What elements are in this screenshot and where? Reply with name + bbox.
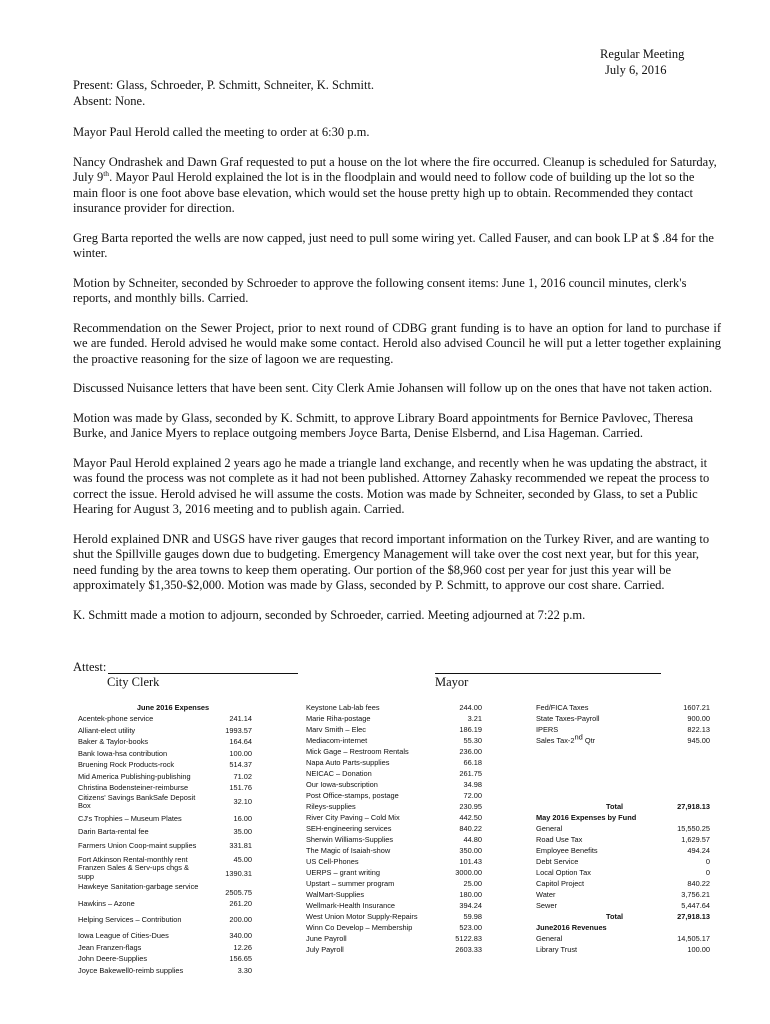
expense-amount: 514.37 (229, 760, 252, 769)
expense-amount: 156.65 (229, 954, 252, 963)
expense-name: River City Paving – Cold Mix (306, 813, 400, 822)
expense-name: WalMart-Supplies (306, 890, 365, 899)
paragraph-nuisance-letters: Discussed Nuisance letters that have been sent. City Clerk Amie Johansen will follow up on the ones that have not taken action. (73, 381, 713, 395)
paragraph-house-request (73, 155, 721, 217)
expense-amount: 25.00 (463, 879, 482, 888)
fund-total-row (536, 911, 710, 922)
mayor-signature-line (435, 673, 661, 674)
expense-row (306, 735, 482, 746)
expense-name: Alliant-elect utility (78, 725, 136, 735)
expense-amount: 186.19 (459, 725, 482, 734)
expense-row (78, 898, 252, 909)
expense-name: The Magic of Isaiah-show (306, 846, 391, 855)
expense-name: Mid America Publishing-publishing (78, 771, 191, 781)
expense-row (78, 826, 252, 837)
expense-amount: 72.00 (463, 791, 482, 800)
revenue-name: General (536, 934, 563, 943)
expense-amount: 16.00 (233, 813, 252, 823)
tax-row (536, 724, 710, 735)
signature-block (73, 660, 721, 694)
expense-name: CJ's Trophies – Museum Plates (78, 813, 182, 823)
expenses-title: June 2016 Expenses (136, 703, 210, 712)
expense-name: Joyce Bakewell0-reimb supplies (78, 965, 184, 975)
expense-row (78, 759, 252, 770)
expense-name: NEICAC – Donation (306, 769, 372, 778)
expense-amount: 244.00 (459, 703, 482, 712)
fund-name: Water (536, 890, 556, 899)
expense-amount: 241.14 (229, 714, 252, 723)
tax-name-part: Sales Tax-2 (536, 736, 575, 745)
total-amount: 27,918.13 (677, 802, 710, 811)
revenue-row (536, 933, 710, 944)
expense-amount: 200.00 (229, 915, 252, 924)
ordinal-suffix: nd (574, 732, 583, 742)
expense-name: Bruening Rock Products-rock (78, 760, 175, 769)
fund-row (536, 867, 710, 878)
fund-row (536, 823, 710, 834)
expense-name: Baker & Taylor-books (78, 737, 149, 746)
expense-row (78, 930, 252, 941)
expense-amount: 44.80 (463, 835, 482, 844)
fund-row (536, 878, 710, 889)
expense-amount: 3.21 (467, 714, 482, 723)
expense-amount: 71.02 (233, 771, 252, 781)
expense-name: Darin Barta-rental fee (78, 826, 149, 836)
expense-row (78, 794, 252, 811)
expenses-column-2 (306, 702, 482, 955)
expense-name: Winn Co Develop – Membership (306, 923, 413, 932)
ordinal-suffix: th (103, 168, 110, 178)
expense-row (306, 878, 482, 889)
expense-row (306, 790, 482, 801)
tax-name-part: Qtr (582, 736, 596, 745)
meeting-type: Regular Meeting (600, 47, 685, 61)
expense-row (306, 746, 482, 757)
meeting-date: July 6, 2016 (605, 63, 667, 77)
expense-row (306, 779, 482, 790)
expense-row (306, 834, 482, 845)
expense-name: Citizens' Savings BankSafe Deposit Box (78, 792, 196, 810)
fund-amount: 3,756.21 (681, 890, 710, 899)
fund-name: Capitol Project (536, 879, 585, 888)
total-label: Total (606, 802, 624, 811)
fund-total-amount: 27,918.13 (677, 912, 710, 921)
expense-name: Christina Bodensteiner-reimburse (78, 783, 189, 792)
expense-name: Marv Smith – Elec (306, 725, 366, 734)
fund-row (536, 889, 710, 900)
expense-amount: 34.98 (463, 780, 482, 789)
tax-amount: 1607.21 (683, 703, 710, 712)
expense-amount: 230.95 (459, 802, 482, 811)
revenue-row (536, 944, 710, 955)
expense-amount: 1390.31 (225, 869, 252, 878)
expense-name: Acentek-phone service (78, 714, 154, 723)
paragraph-consent-items: Motion by Schneiter, seconded by Schroeder to approve the following consent items: June 1, 2016 council minutes, clerk's reports, and monthly bills. Carried. (73, 275, 687, 305)
expense-row (78, 736, 252, 747)
tax-row (536, 702, 710, 713)
expense-row (78, 725, 252, 736)
fund-amount: 1,629.57 (681, 835, 710, 844)
city-clerk-label: City Clerk (107, 675, 160, 689)
tax-amount: 945.00 (687, 736, 710, 745)
revenue-amount: 14,505.17 (677, 934, 710, 943)
expense-amount: 3000.00 (455, 868, 482, 877)
tax-name: State Taxes-Payroll (536, 714, 600, 723)
expense-name: US Cell-Phones (306, 857, 359, 866)
expense-amount: 394.24 (459, 901, 482, 910)
expense-row (306, 801, 482, 812)
expense-name: West Union Motor Supply-Repairs (306, 912, 418, 921)
expense-name: Mick Gage – Restroom Rentals (306, 747, 409, 756)
tax-name (536, 732, 710, 746)
expense-row (306, 867, 482, 878)
expense-row (306, 768, 482, 779)
expense-name: Marie Riha-postage (306, 714, 371, 723)
paragraph-call-to-order: Mayor Paul Herold called the meeting to order at 6:30 p.m. (73, 125, 370, 139)
expense-amount: 340.00 (229, 931, 252, 940)
fund-expenses-title: May 2016 Expenses by Fund (536, 813, 637, 822)
expense-row (306, 724, 482, 735)
expense-amount: 32.10 (233, 796, 252, 806)
expense-name: Napa Auto Parts-supplies (306, 758, 390, 767)
expense-row (306, 757, 482, 768)
fund-amount: 5,447.64 (681, 901, 710, 910)
expense-amount: 45.00 (233, 854, 252, 864)
expense-name: Fort Atkinson Rental-monthly rent (78, 854, 188, 864)
revenue-name: Library Trust (536, 945, 578, 954)
expense-amount: 101.43 (459, 857, 482, 866)
paragraph-river-gauges: Herold explained DNR and USGS have river gauges that record important information on the Turkey River, and are wanting to shut the Spillville gauges down due to budgeting. Emergency Management will take over the cost next year, but for this year, need funding by the area towns to keep them operating. Our portion of the $8,960 cost per year for just this year will be approximately $1,350-$2,000. Motion was made by Glass, seconded by P. Schmitt, to approve our cost share. Carried. (73, 531, 710, 592)
expense-name: Jean Franzen-flags (78, 942, 142, 952)
fund-name: Road Use Tax (536, 835, 583, 844)
fund-row (536, 834, 710, 845)
expense-amount: 59.98 (463, 912, 482, 921)
expense-amount: 261.75 (459, 769, 482, 778)
expense-row (306, 845, 482, 856)
expense-amount: 3.30 (237, 965, 252, 975)
expense-amount: 523.00 (459, 923, 482, 932)
expense-row (78, 914, 252, 925)
expense-name: July Payroll (306, 945, 344, 954)
fund-amount: 15,550.25 (677, 824, 710, 833)
expense-name: Farmers Union Coop-maint supplies (78, 840, 197, 850)
expense-amount: 12.26 (233, 942, 252, 952)
expense-name: Post Office-stamps, postage (306, 791, 399, 800)
tax-amount: 822.13 (687, 725, 710, 734)
tax-row (536, 713, 710, 724)
expenses-column-3 (536, 702, 710, 955)
tax-amount: 900.00 (687, 714, 710, 723)
expense-row (78, 782, 252, 793)
expense-amount: 5122.83 (455, 934, 482, 943)
meeting-header (600, 46, 684, 78)
expense-row (306, 713, 482, 724)
expense-amount: 1993.57 (225, 725, 252, 735)
expense-row (78, 942, 252, 953)
attest-label: Attest: (73, 660, 107, 674)
expense-amount: 331.81 (229, 840, 252, 850)
expense-row (306, 812, 482, 823)
expenses-column-1 (78, 702, 252, 976)
expense-row (78, 864, 252, 881)
attendance-absent: Absent: None. (73, 93, 146, 108)
expense-amount: 2603.33 (455, 945, 482, 954)
expense-amount: 66.18 (463, 758, 482, 767)
expense-amount: 180.00 (459, 890, 482, 899)
fund-name: Sewer (536, 901, 557, 910)
expense-amount: 164.64 (229, 737, 252, 746)
fund-row (536, 900, 710, 911)
paragraph-wells: Greg Barta reported the wells are now capped, just need to pull some wiring yet. Called Fauser, and can book LP at $ .84 for the winter. (73, 230, 714, 260)
expense-name: Rileys-supplies (306, 802, 356, 811)
expense-row (306, 823, 482, 834)
expense-row (306, 922, 482, 933)
expense-name: Upstart – summer program (306, 879, 395, 888)
expense-row (78, 953, 252, 964)
fund-amount: 0 (705, 857, 710, 866)
expense-name: Helping Services – Contribution (78, 915, 182, 924)
expense-name: Mediacom-internet (306, 736, 368, 745)
expense-row (78, 840, 252, 851)
paragraph-sewer-project: Recommendation on the Sewer Project, prior to next round of CDBG grant funding is to have an option for land to purchase if we are funded. Herold advised he would make some contact. Herold also advised Council he will put a letter together explaining the proactive reasoning for the size of lagoon we are requesting. (73, 320, 721, 366)
expense-name: Iowa League of Cities-Dues (78, 931, 169, 940)
revenues-title: June2016 Revenues (536, 923, 607, 932)
revenue-amount: 100.00 (687, 945, 710, 954)
fund-total-label: Total (606, 912, 624, 921)
expense-row (78, 713, 252, 724)
paragraph-adjourn: K. Schmitt made a motion to adjourn, seconded by Schroeder, carried. Meeting adjourned at 7:22 p.m. (73, 607, 586, 622)
fund-row (536, 856, 710, 867)
clerk-signature-line (108, 673, 298, 674)
expense-amount: 840.22 (459, 824, 482, 833)
paragraph-house-request-part1: Nancy Ondrashek and Dawn Graf requested to put a house on the lot where the fire occurred. Cleanup is scheduled for Saturday, July 9 (73, 154, 717, 184)
expense-name: Bank Iowa-hsa contribution (78, 748, 168, 758)
expense-amount: 55.30 (463, 736, 482, 745)
expense-row (306, 900, 482, 911)
expense-row (78, 882, 252, 897)
expense-row (78, 965, 252, 976)
expense-row (306, 933, 482, 944)
fund-name: Employee Benefits (536, 846, 598, 855)
expense-name: Hawkeye Sanitation-garbage service (78, 882, 199, 891)
tax-name: Fed/FICA Taxes (536, 703, 589, 712)
expense-name: Wellmark-Health Insurance (306, 901, 395, 910)
expense-amount: 35.00 (233, 826, 252, 836)
expense-name: UERPS – grant writing (306, 868, 380, 877)
expense-name: Hawkins – Azone (78, 899, 135, 908)
tax-name: IPERS (536, 725, 559, 734)
expense-row (306, 944, 482, 955)
expense-amount: 236.00 (459, 747, 482, 756)
expense-name: John Deere-Supplies (78, 954, 148, 963)
mayor-label: Mayor (435, 675, 469, 689)
paragraph-land-exchange: Mayor Paul Herold explained 2 years ago he made a triangle land exchange, and recently when he was updating the abstract, it was found the process was not complete as it had not been published. Attorney Zahasky recommended we repeat the process to correct the issue. Herold advised he will assume the costs. Motion was made by Schneiter, seconded by Glass, to set a Public Hearing for August 3, 2016 meeting and to publish again. Carried. (73, 455, 710, 516)
expense-amount: 100.00 (229, 748, 252, 758)
expense-amount: 442.50 (459, 813, 482, 822)
expense-name: Sherwin Williams-Supplies (306, 835, 394, 844)
expenses-total-row (536, 801, 710, 812)
expense-name: Keystone Lab-lab fees (306, 703, 380, 712)
fund-name: General (536, 824, 563, 833)
expense-row (306, 911, 482, 922)
minutes-body (73, 78, 721, 637)
expense-name: Franzen Sales & Serv-ups chgs & supp (78, 863, 189, 881)
attendance-present: Present: Glass, Schroeder, P. Schmitt, Schneiter, K. Schmitt. (73, 78, 375, 92)
fund-name: Debt Service (536, 857, 579, 866)
expense-row (78, 813, 252, 824)
expense-amount: 2505.75 (225, 888, 252, 897)
expense-name: Our Iowa-subscription (306, 780, 378, 789)
fund-name: Local Option Tax (536, 868, 591, 877)
expense-row (78, 748, 252, 759)
expense-amount: 350.00 (459, 846, 482, 855)
expense-name: SEH-engineering services (306, 824, 392, 833)
expense-row (306, 702, 482, 713)
expense-amount: 151.76 (229, 783, 252, 792)
tax-row (536, 732, 710, 746)
fund-amount: 840.22 (687, 879, 710, 888)
fund-amount: 494.24 (687, 846, 710, 855)
expense-row (306, 856, 482, 867)
expense-amount: 261.20 (229, 899, 252, 908)
paragraph-house-request-part2: . Mayor Paul Herold explained the lot is in the floodplain and would need to follow code of building up the lot so the main floor is one foot above base elevation, which would set the house pretty high up to obtain. Recommended they contact insurance provider for direction. (73, 170, 695, 215)
expense-row (306, 889, 482, 900)
paragraph-library-board: Motion was made by Glass, seconded by K. Schmitt, to approve Library Board appointments for Bernice Pavlovec, Theresa Burke, and Janice Myers to replace outgoing members Joyce Barta, Denise Elsbernd, and Lisa Hageman. Carried. (73, 410, 694, 440)
expense-row (78, 771, 252, 782)
expense-name: June Payroll (306, 934, 347, 943)
fund-row (536, 845, 710, 856)
fund-amount: 0 (705, 868, 710, 877)
